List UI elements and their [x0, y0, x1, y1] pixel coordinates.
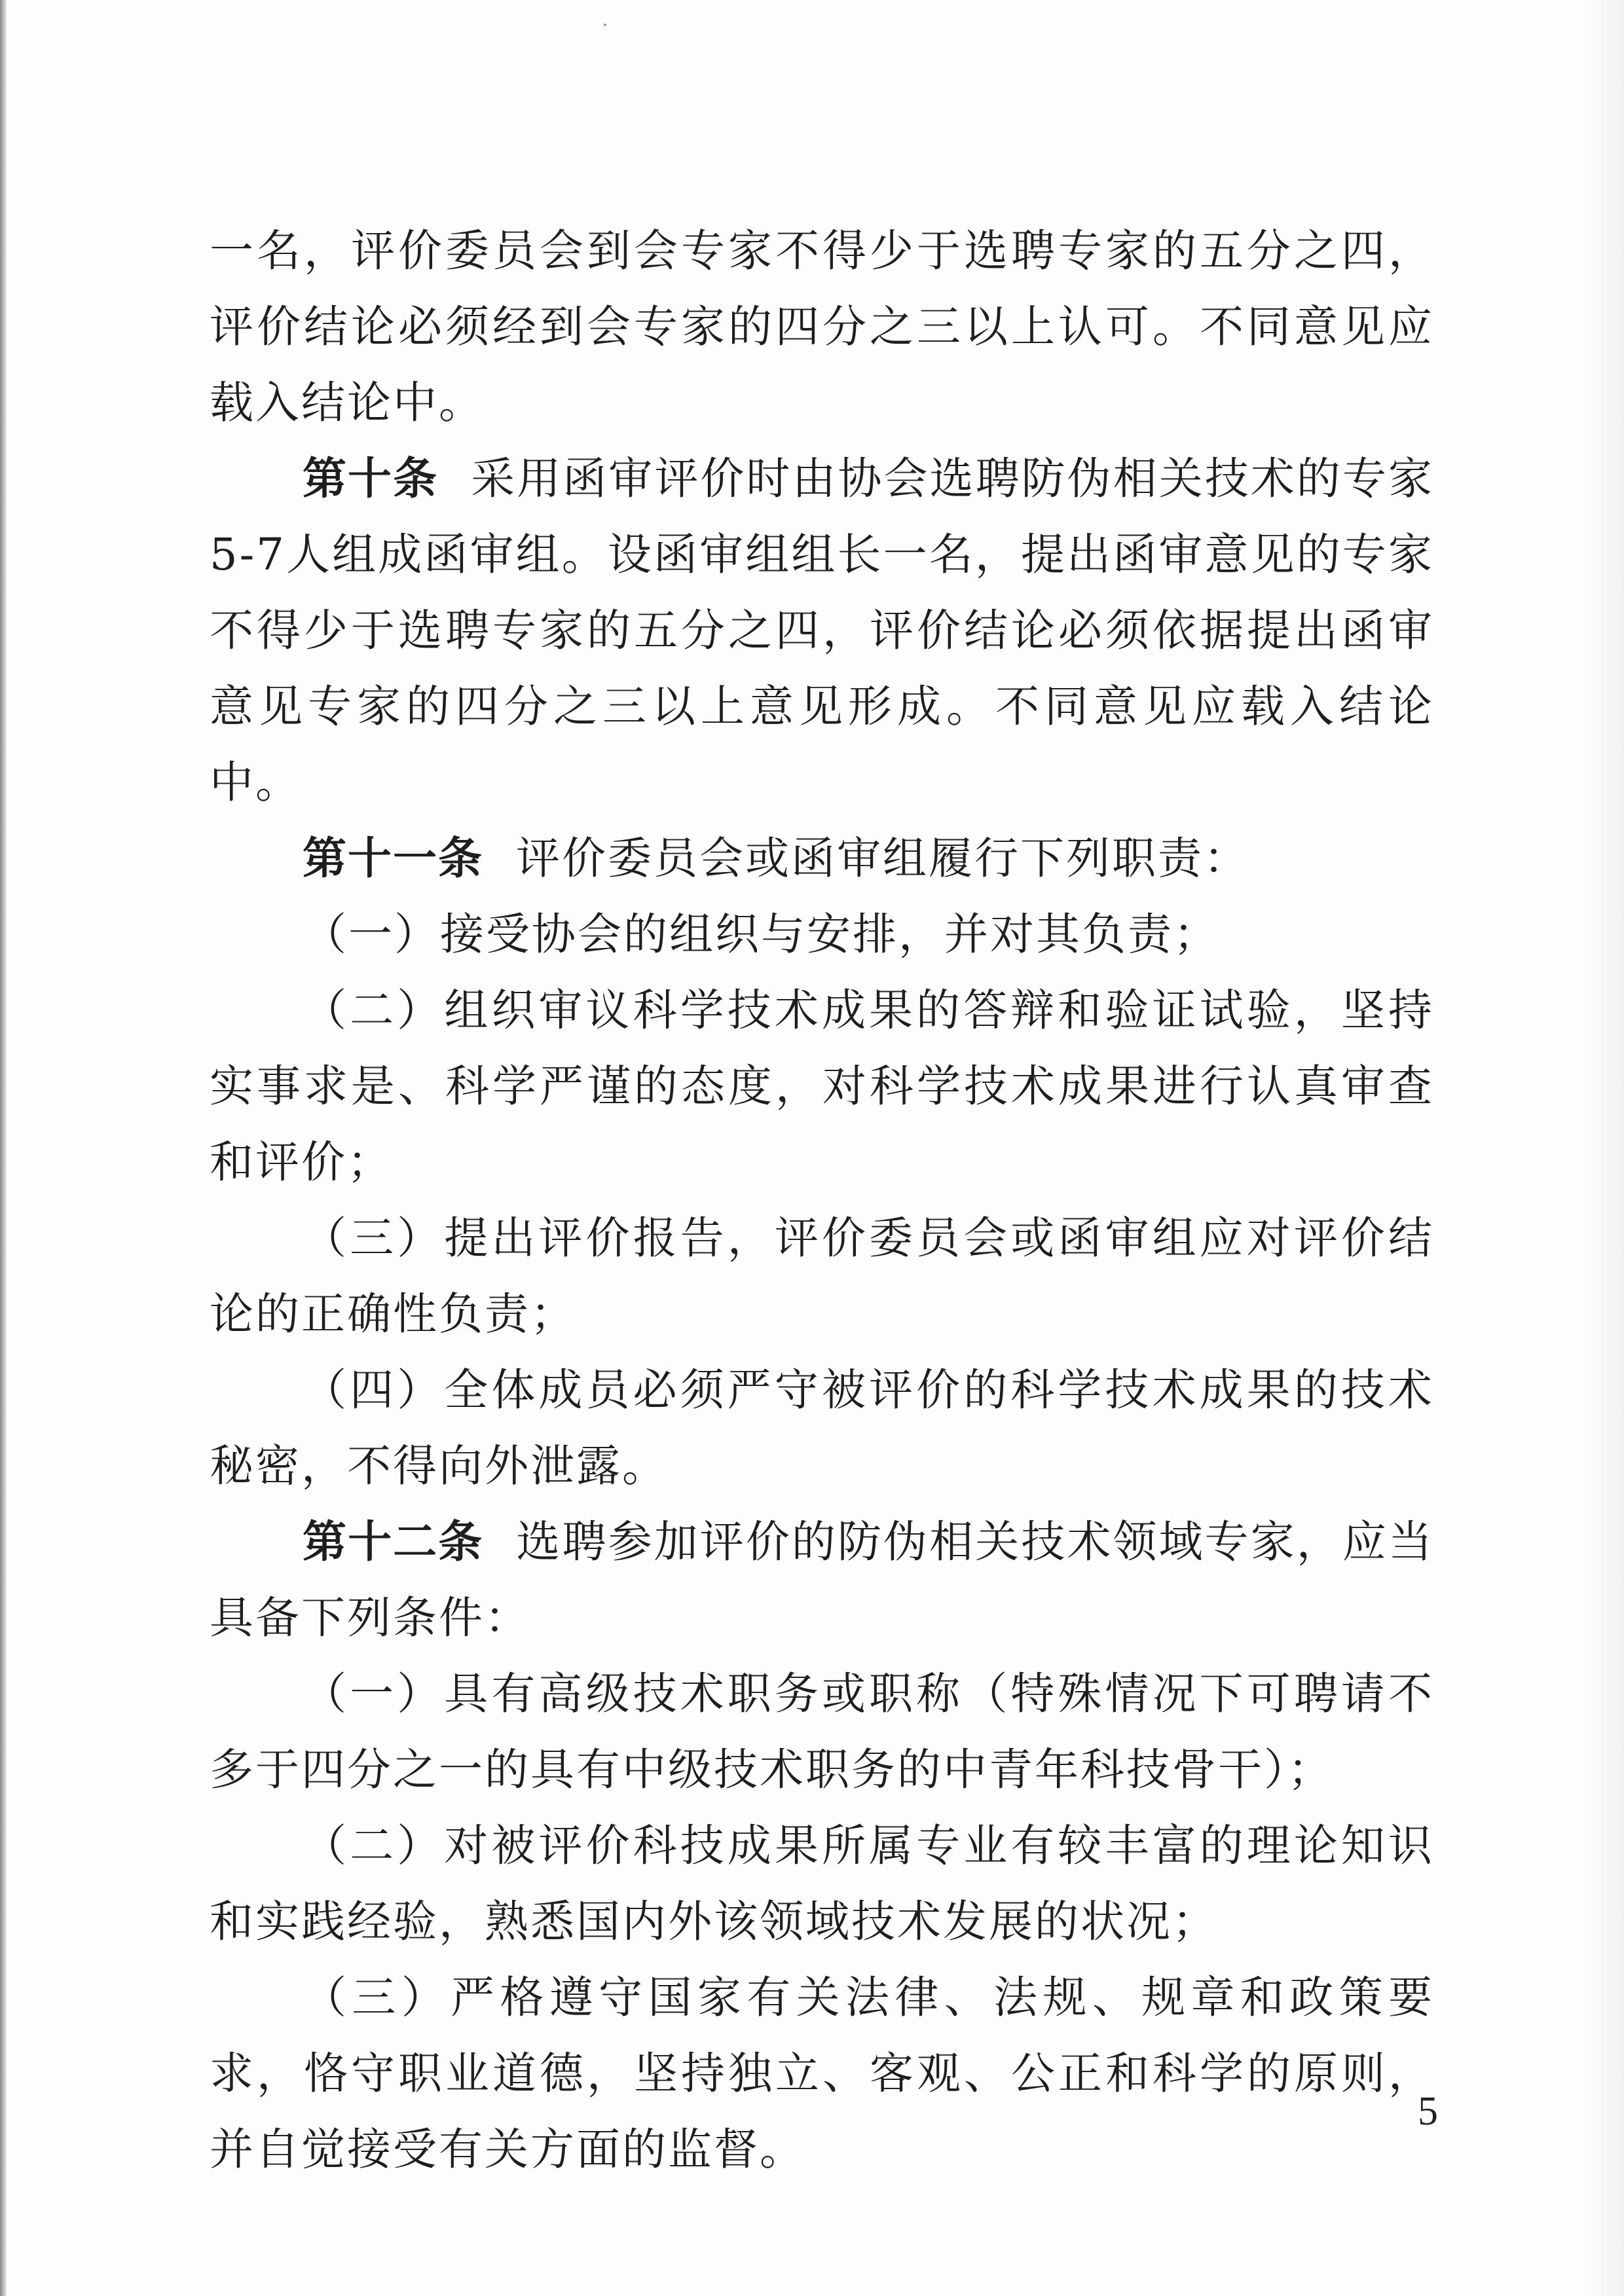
article-12 — [210, 1504, 1434, 1656]
scan-left-edge — [0, 0, 7, 2296]
scan-dust-mark — [604, 24, 606, 26]
list-item — [210, 1808, 1434, 1959]
article-heading: 第十二条 — [303, 1516, 484, 1567]
paragraph-text: （一）接受协会的组织与安排，并对其负责； — [303, 909, 1219, 960]
paragraph-text: （三）提出评价报告，评价委员会或函审组应对评价结论的正确性负责； — [210, 1212, 1434, 1339]
article-heading: 第十一条 — [303, 833, 483, 884]
paragraph-text: 一名，评价委员会到会专家不得少于选聘专家的五分之四，评价结论必须经到会专家的四分之三以上认可。不同意见应载入结论中。 — [210, 225, 1434, 428]
paragraph-text: （四）全体成员必须严守被评价的科学技术成果的技术秘密，不得向外泄露。 — [210, 1364, 1434, 1491]
list-item — [210, 972, 1434, 1200]
article-11 — [210, 820, 1434, 896]
paragraph-text: 评价委员会或函审组履行下列职责： — [516, 833, 1249, 884]
paragraph-text: 选聘参加评价的防伪相关技术领域专家，应当具备下列条件： — [210, 1516, 1435, 1643]
paragraph-text: （三）严格遵守国家有关法律、法规、规章和政策要求，恪守职业道德，坚持独立、客观、公正和科学的原则，并自觉接受有关方面的监督。 — [210, 1972, 1434, 2175]
list-item — [210, 1200, 1434, 1352]
paragraph-text: （二）对被评价科技成果所属专业有较丰富的理论知识和实践经验，熟悉国内外该领域技术发展的状况； — [210, 1820, 1434, 1947]
paragraph-text: （一）具有高级技术职务或职称（特殊情况下可聘请不多于四分之一的具有中级技术职务的中青年科技骨干）； — [210, 1668, 1434, 1795]
paragraph-continuation — [210, 213, 1434, 441]
list-item — [210, 896, 1434, 972]
document-body — [210, 213, 1434, 2187]
list-item — [210, 1959, 1434, 2187]
list-item — [210, 1656, 1434, 1808]
paragraph-text: 采用函审评价时由协会选聘防伪相关技术的专家5-7人组成函审组。设函审组组长一名，提出函审意见的专家不得少于选聘专家的五分之四，评价结论必须依据提出函审意见专家的四分之三以上意见形成。不同意见应载入结论中。 — [210, 453, 1434, 808]
article-heading: 第十条 — [303, 453, 439, 504]
paragraph-text: （二）组织审议科学技术成果的答辩和验证试验，坚持实事求是、科学严谨的态度，对科学技术成果进行认真审查和评价； — [210, 985, 1434, 1188]
scan-right-shadow — [1578, 0, 1624, 2296]
list-item — [210, 1352, 1434, 1504]
page-number: 5 — [1418, 2089, 1438, 2134]
article-10 — [210, 441, 1434, 820]
